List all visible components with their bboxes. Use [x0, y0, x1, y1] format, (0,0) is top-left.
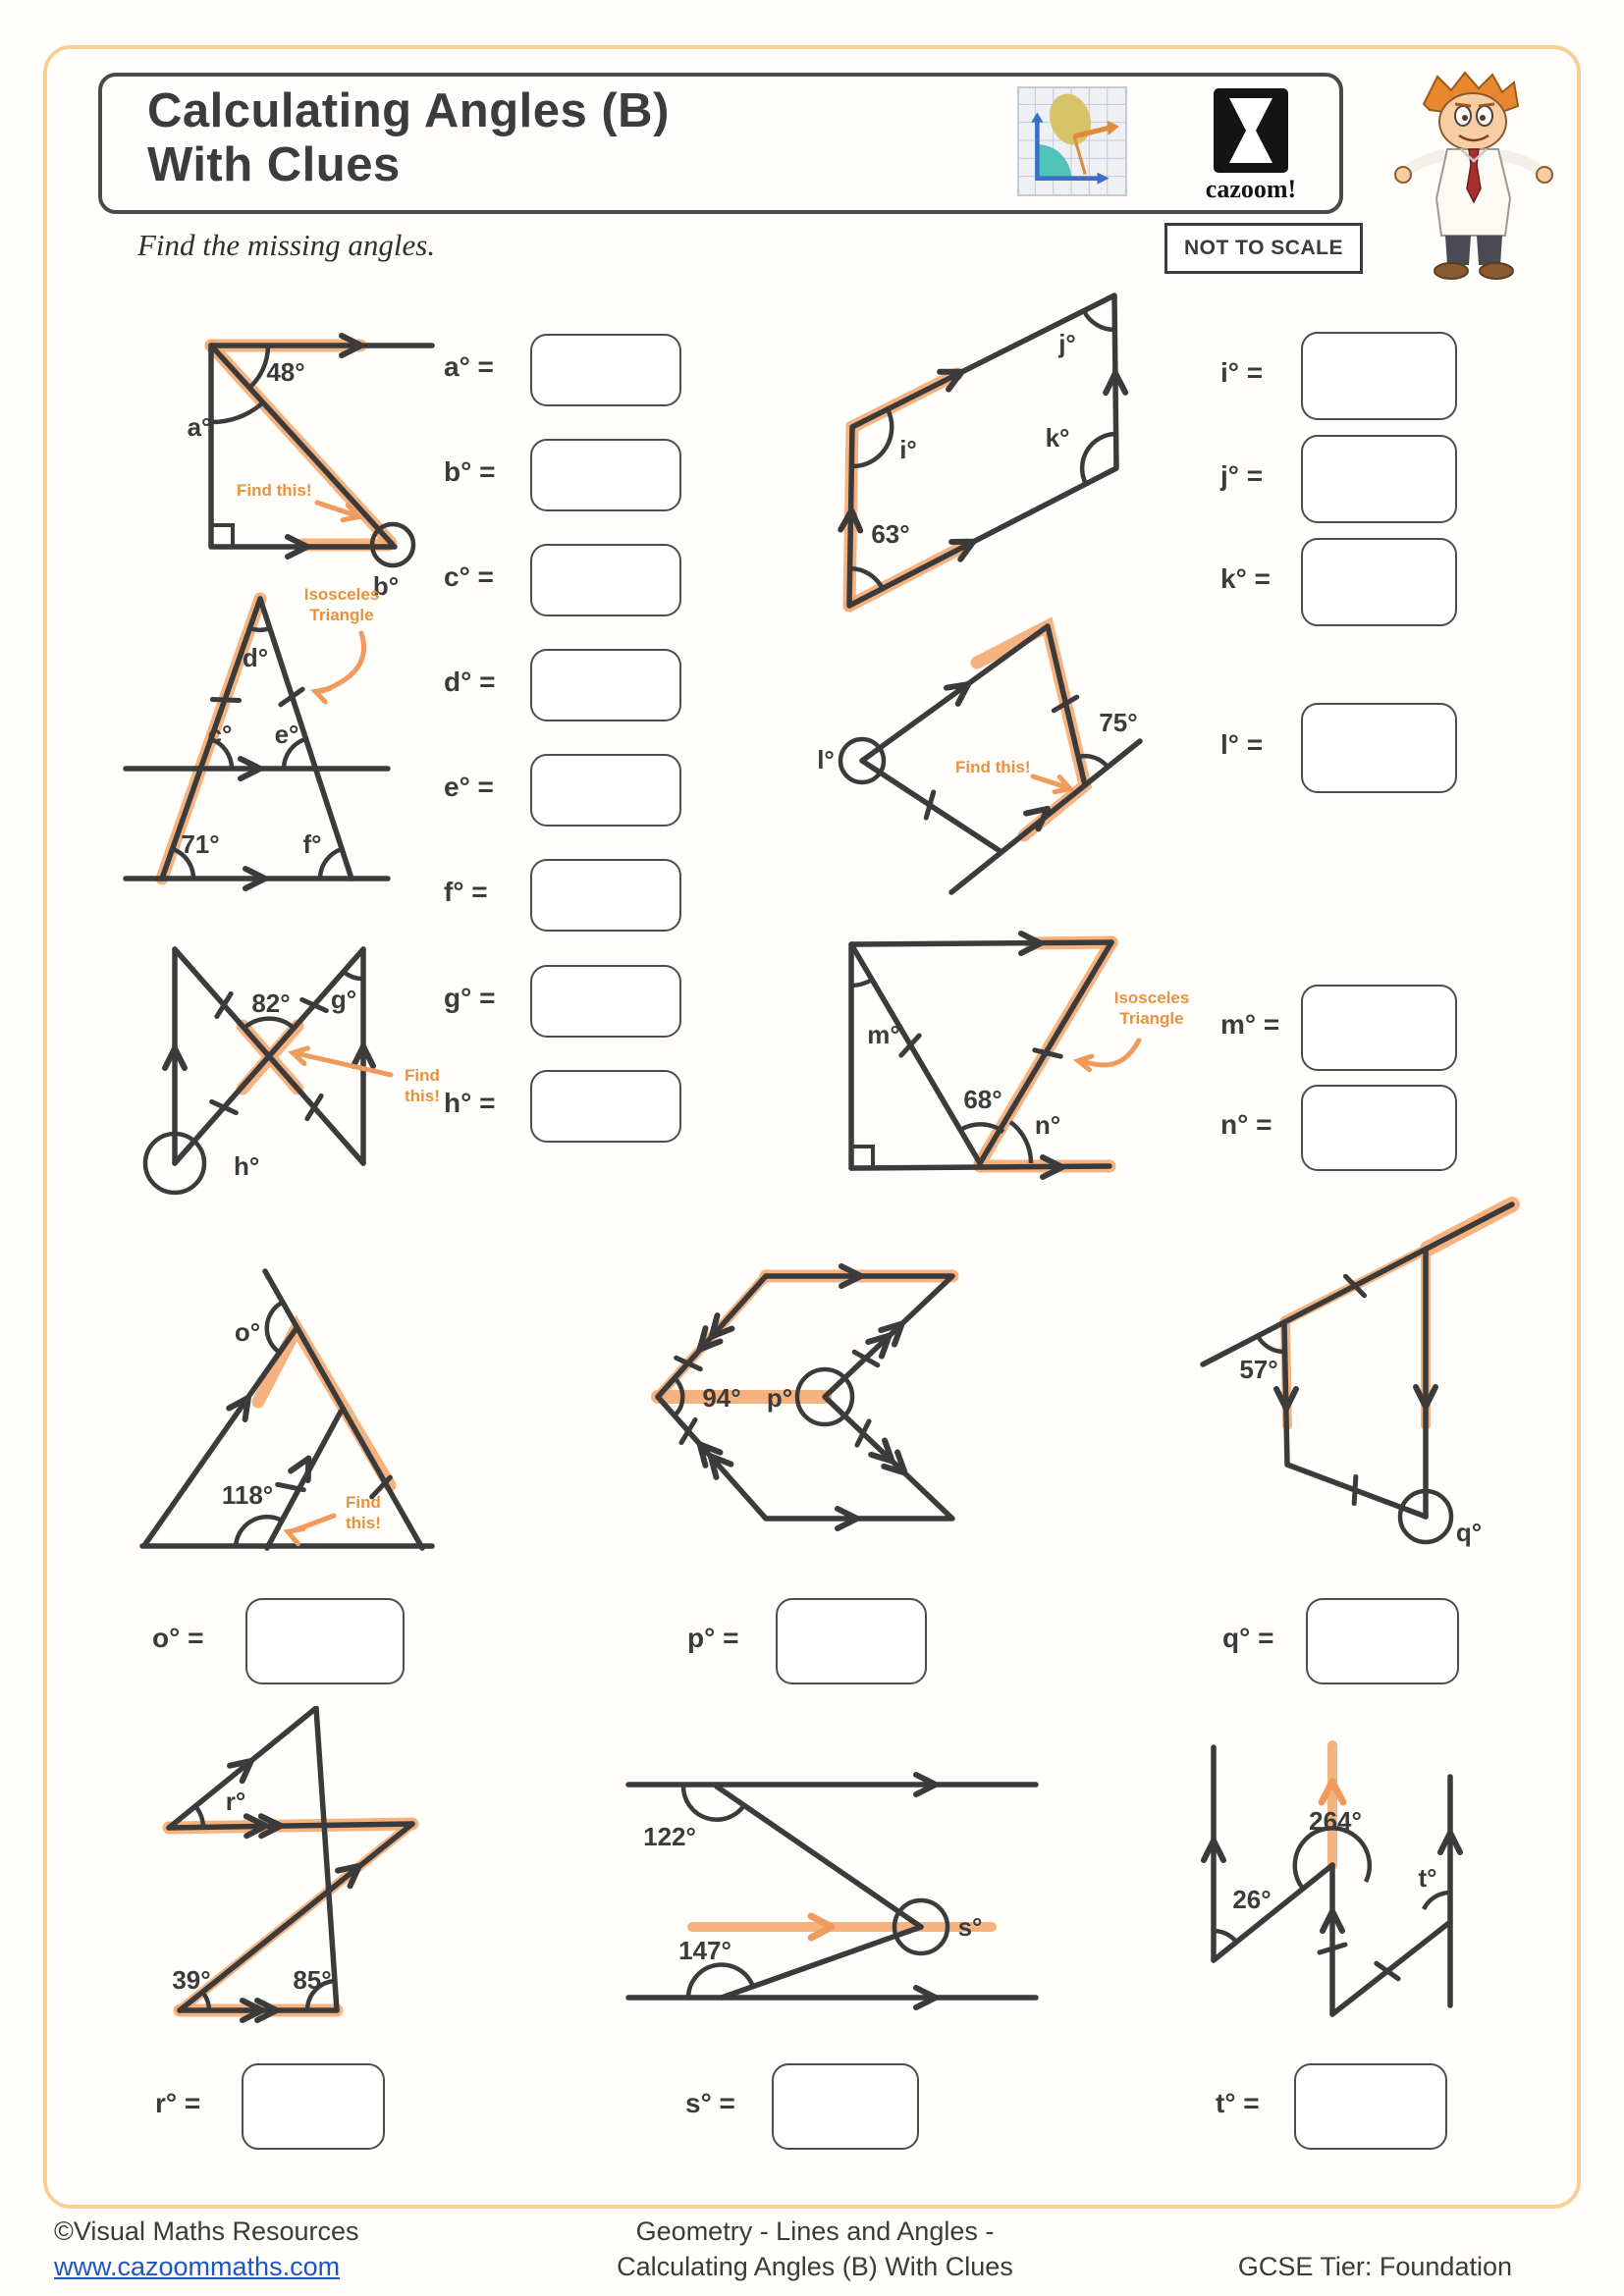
angle-given: 57°	[1239, 1355, 1278, 1384]
angle-c: c°	[207, 720, 233, 749]
angle-given2: 147°	[678, 1936, 731, 1965]
isosceles-note-2: Triangle	[1119, 1009, 1184, 1028]
mascot-character	[1386, 69, 1563, 280]
answer-box-r[interactable]	[242, 2063, 385, 2150]
isosceles-note-1: Isosceles	[1113, 988, 1190, 1007]
find-this-note-1: Find	[346, 1493, 381, 1512]
answer-box-f[interactable]	[530, 859, 681, 932]
angle-k: k°	[1045, 423, 1070, 453]
angle-given1: 26°	[1232, 1885, 1272, 1914]
footer-topic-line1: Geometry - Lines and Angles -	[635, 2216, 995, 2246]
angle-given: 68°	[963, 1085, 1002, 1114]
answer-box-p[interactable]	[776, 1598, 927, 1684]
angle-given2: 85°	[293, 1965, 332, 1995]
answer-label-t: t° =	[1216, 2088, 1260, 2118]
not-to-scale-badge: NOT TO SCALE	[1164, 223, 1363, 274]
angle-r: r°	[225, 1787, 246, 1816]
page-title	[147, 84, 670, 192]
diagram-p	[589, 1158, 1021, 1571]
angle-l: l°	[817, 745, 835, 774]
answer-box-i[interactable]	[1301, 332, 1457, 420]
answer-label-n: n° =	[1220, 1109, 1272, 1140]
angle-n: n°	[1034, 1110, 1061, 1140]
angles-graph-icon	[1017, 86, 1127, 196]
footer-tier: GCSE Tier: Foundation	[1237, 2252, 1512, 2281]
answer-label-f: f° =	[444, 877, 488, 907]
answer-label-j: j° =	[1220, 460, 1264, 491]
angle-given: 118°	[221, 1480, 274, 1510]
answer-box-h[interactable]	[530, 1070, 681, 1143]
angle-p: p°	[766, 1383, 793, 1413]
title-line2: With Clues	[147, 137, 401, 191]
answer-label-a: a° =	[444, 351, 494, 382]
answer-label-g: g° =	[444, 983, 496, 1013]
diagram-r	[98, 1706, 452, 2030]
diagram-q	[1110, 1139, 1571, 1580]
answer-label-p: p° =	[687, 1623, 739, 1653]
angle-given: 94°	[702, 1383, 741, 1413]
answer-box-c[interactable]	[530, 544, 681, 616]
answer-box-q[interactable]	[1306, 1598, 1459, 1684]
answer-box-k[interactable]	[1301, 538, 1457, 626]
answer-box-o[interactable]	[245, 1598, 405, 1684]
footer-website-link[interactable]: www.cazoommaths.com	[54, 2252, 341, 2281]
angle-given2: 264°	[1309, 1806, 1362, 1836]
answer-label-i: i° =	[1220, 357, 1264, 388]
answer-box-l[interactable]	[1301, 703, 1457, 793]
answer-label-e: e° =	[444, 772, 494, 802]
answer-box-s[interactable]	[772, 2063, 919, 2150]
instruction-text: Find the missing angles.	[137, 228, 436, 262]
diagram-o	[98, 1139, 511, 1561]
answer-label-o: o° =	[152, 1623, 204, 1653]
answer-box-a[interactable]	[530, 334, 681, 406]
find-this-note: Find this!	[237, 481, 312, 500]
footer-topic-line2: Calculating Angles (B) With Clues	[617, 2252, 1013, 2281]
angle-i: i°	[899, 435, 917, 464]
answer-box-d[interactable]	[530, 649, 681, 721]
angle-m: m°	[867, 1020, 900, 1049]
answer-box-e[interactable]	[530, 754, 681, 827]
angle-e: e°	[274, 720, 299, 749]
angle-o: o°	[234, 1317, 261, 1347]
answer-box-m[interactable]	[1301, 985, 1457, 1071]
diagram-cdef	[79, 545, 432, 908]
angle-given: 48°	[266, 357, 305, 387]
answer-label-s: s° =	[685, 2088, 735, 2118]
find-this-note-1: Find	[405, 1066, 440, 1085]
answer-label-b: b° =	[444, 456, 496, 487]
logo-text: cazoom!	[1205, 175, 1297, 203]
answer-label-c: c° =	[444, 561, 494, 592]
answer-box-j[interactable]	[1301, 435, 1457, 523]
angle-given: 71°	[181, 829, 220, 859]
diagram-t	[1110, 1708, 1542, 2061]
answer-label-k: k° =	[1220, 563, 1271, 594]
answer-label-d: d° =	[444, 667, 496, 697]
answer-label-h: h° =	[444, 1088, 496, 1118]
angle-f: f°	[302, 829, 322, 859]
diagram-ijk	[810, 280, 1232, 618]
angle-h: h°	[234, 1151, 260, 1181]
isosceles-note-2: Triangle	[309, 606, 374, 624]
answer-box-t[interactable]	[1294, 2063, 1447, 2150]
footer-copyright: ©Visual Maths Resources	[54, 2216, 359, 2246]
angle-given1: 122°	[643, 1822, 696, 1851]
find-this-note-2: this!	[405, 1087, 440, 1105]
angle-d: d°	[242, 643, 269, 672]
answer-box-b[interactable]	[530, 439, 681, 511]
angle-a: a°	[187, 412, 212, 442]
title-box	[98, 73, 1343, 214]
find-this-note-2: this!	[346, 1514, 381, 1532]
cazoom-logo	[1190, 88, 1312, 204]
angle-given: 82°	[251, 988, 291, 1018]
answer-box-n[interactable]	[1301, 1085, 1457, 1171]
angle-s: s°	[957, 1912, 983, 1942]
angle-q: q°	[1455, 1518, 1483, 1547]
answer-label-r: r° =	[155, 2088, 201, 2118]
angle-given: 63°	[871, 519, 910, 549]
answer-box-g[interactable]	[530, 965, 681, 1038]
isosceles-note-1: Isosceles	[303, 585, 380, 604]
answer-label-m: m° =	[1220, 1009, 1280, 1040]
angle-given: 75°	[1099, 708, 1138, 737]
answer-label-q: q° =	[1222, 1623, 1274, 1653]
find-this-note: Find this!	[955, 758, 1031, 776]
answer-label-l: l° =	[1220, 729, 1264, 760]
angle-given1: 39°	[172, 1965, 211, 1995]
angle-j: j°	[1058, 329, 1076, 358]
angle-g: g°	[330, 985, 357, 1014]
title-line1: Calculating Angles (B)	[147, 84, 670, 137]
diagram-s	[579, 1728, 1051, 2061]
angle-b: b°	[372, 571, 400, 601]
angle-t: t°	[1418, 1863, 1437, 1893]
